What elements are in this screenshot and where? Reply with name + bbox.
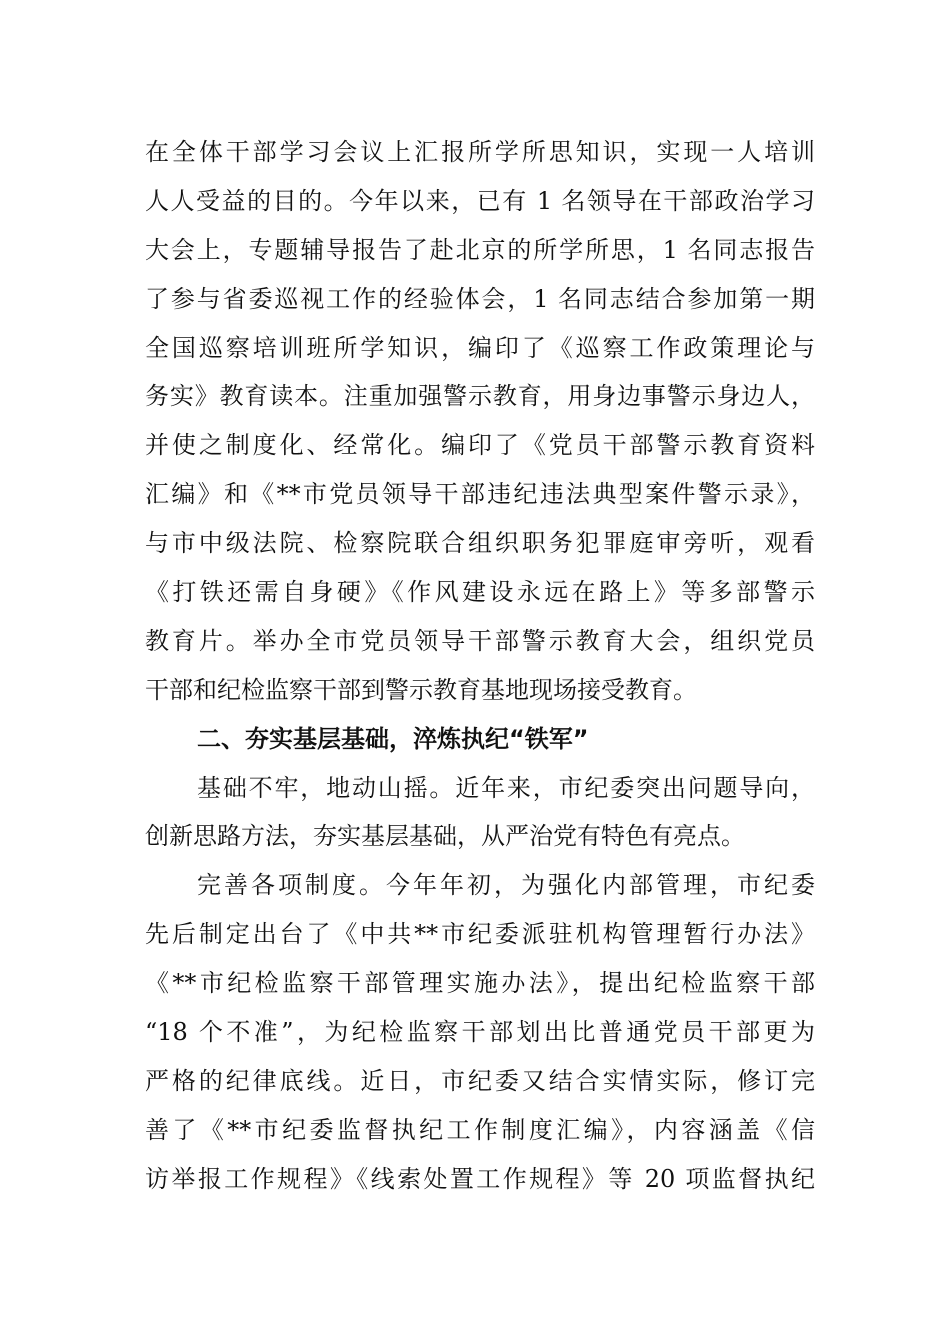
body-line: 严格的纪律底线。近日，市纪委又结合实情实际，修订完 [145,1066,815,1095]
body-line: 在全体干部学习会议上汇报所学所思知识，实现一人培训 [145,138,815,166]
body-line: 《**市纪检监察干部管理实施办法》，提出纪检监察干部 [145,969,815,998]
body-line: 务实》教育读本。注重加强警示教育，用身边事警示身边人， [145,382,815,411]
body-line: 《打铁还需自身硬》《作风建设永远在路上》等多部警示 [145,578,815,607]
body-line: 善了《**市纪委监督执纪工作制度汇编》，内容涵盖《信 [145,1115,815,1144]
body-line: 完善各项制度。今年年初，为强化内部管理，市纪委 [197,871,815,900]
body-line: 与市中级法院、检察院联合组织职务犯罪庭审旁听，观看 [145,529,815,558]
body-line: 大会上，专题辅导报告了赴北京的所学所思，1 名同志报告 [145,235,815,264]
body-line: 了参与省委巡视工作的经验体会，1 名同志结合参加第一期 [145,284,815,313]
body-line: 汇编》和《**市党员领导干部违纪违法典型案件警示录》， [145,480,815,509]
body-line: 基础不牢，地动山摇。近年来，市纪委突出问题导向， [197,773,815,802]
body-line: “18 个不准”，为纪检监察干部划出比普通党员干部更为 [145,1018,815,1047]
document-body [145,128,815,1204]
body-line: 教育片。举办全市党员领导干部警示教育大会，组织党员 [145,626,815,655]
body-line: 干部和纪检监察干部到警示教育基地现场接受教育。 [145,675,697,704]
body-line: 全国巡察培训班所学知识，编印了《巡察工作政策理论与 [145,333,815,362]
body-line: 人人受益的目的。今年以来，已有 1 名领导在干部政治学习 [145,186,815,215]
body-line: 并使之制度化、经常化。编印了《党员干部警示教育资料 [145,431,815,460]
body-line: 先后制定出台了《中共**市纪委派驻机构管理暂行办法》 [145,920,815,949]
body-line: 创新思路方法，夯实基层基础，从严治党有特色有亮点。 [145,822,745,851]
section-heading: 二、夯实基层基础，淬炼执纪“铁军” [197,724,589,753]
body-line: 访举报工作规程》《线索处置工作规程》等 20 项监督执纪 [145,1164,815,1193]
